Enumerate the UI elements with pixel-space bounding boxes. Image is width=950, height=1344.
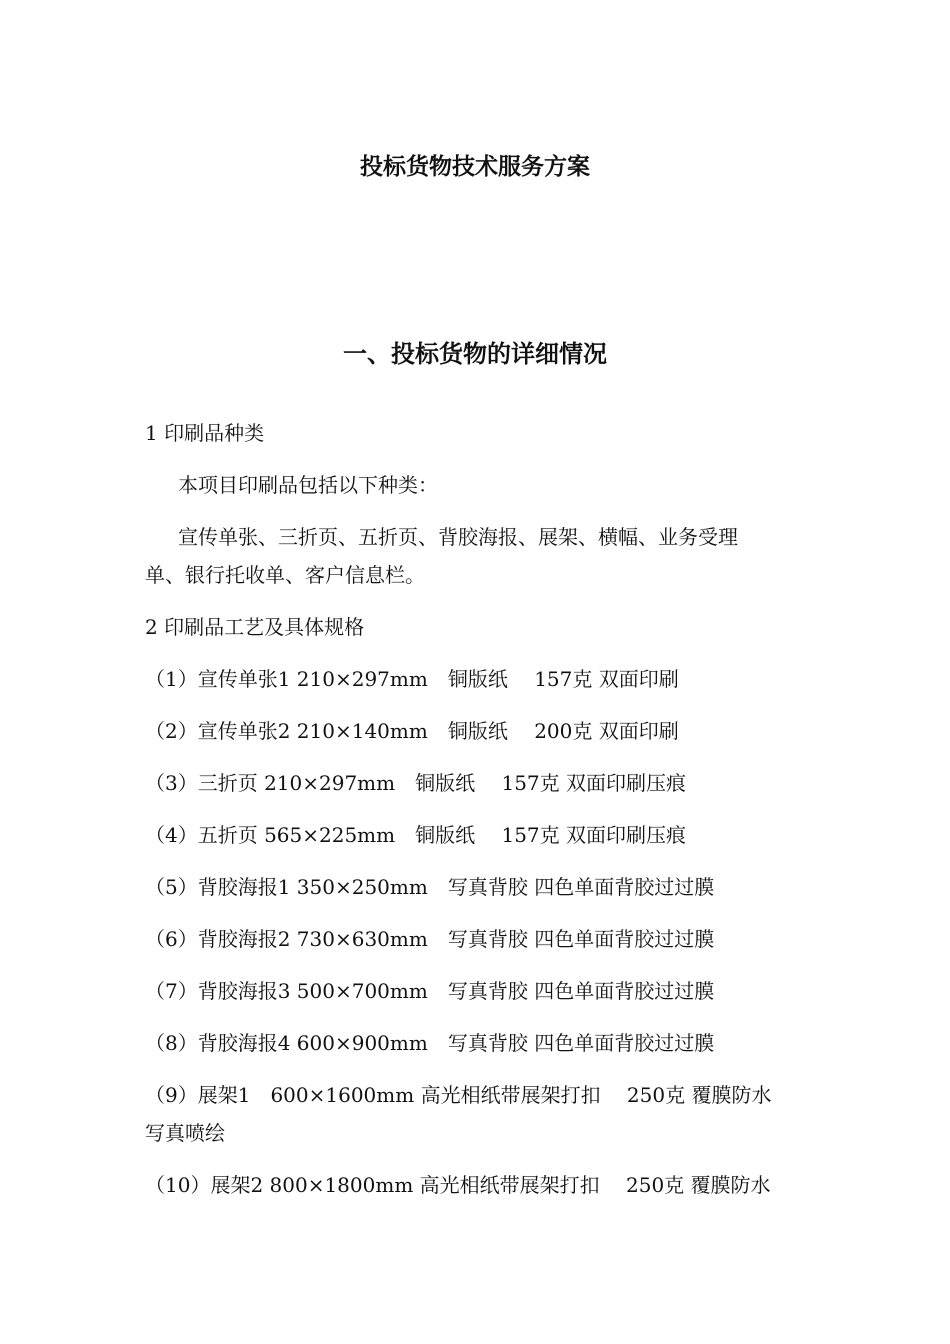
intro-paragraph: 本项目印刷品包括以下种类： [178, 473, 438, 497]
spec-item: （8）背胶海报4 600×900mm 写真背胶 四色单面背胶过过膜 [145, 1031, 715, 1055]
spec-item: （7）背胶海报3 500×700mm 写真背胶 四色单面背胶过过膜 [145, 979, 715, 1003]
spec-item: （1）宣传单张1 210×297mm 铜版纸 157克 双面印刷 [145, 667, 679, 691]
spec-item: （6）背胶海报2 730×630mm 写真背胶 四色单面背胶过过膜 [145, 927, 715, 951]
spec-item: （9）展架1 600×1600mm 高光相纸带展架打扣 250克 覆膜防水 [145, 1083, 772, 1107]
spec-item-continuation: 写真喷绘 [145, 1121, 225, 1145]
categories-line: 宣传单张、三折页、五折页、背胶海报、展架、横幅、业务受理 [178, 525, 738, 549]
subsection-heading: 1 印刷品种类 [145, 421, 265, 445]
document-title: 投标货物技术服务方案 [360, 154, 590, 180]
section-title: 一、投标货物的详细情况 [343, 340, 607, 368]
spec-item: （3）三折页 210×297mm 铜版纸 157克 双面印刷压痕 [145, 771, 687, 795]
categories-line: 单、银行托收单、客户信息栏。 [145, 563, 425, 587]
spec-item: （10）展架2 800×1800mm 高光相纸带展架打扣 250克 覆膜防水 [145, 1173, 771, 1197]
subsection-heading: 2 印刷品工艺及具体规格 [145, 615, 365, 639]
spec-item: （2）宣传单张2 210×140mm 铜版纸 200克 双面印刷 [145, 719, 679, 743]
spec-item: （5）背胶海报1 350×250mm 写真背胶 四色单面背胶过过膜 [145, 875, 715, 899]
spec-item: （4）五折页 565×225mm 铜版纸 157克 双面印刷压痕 [145, 823, 687, 847]
